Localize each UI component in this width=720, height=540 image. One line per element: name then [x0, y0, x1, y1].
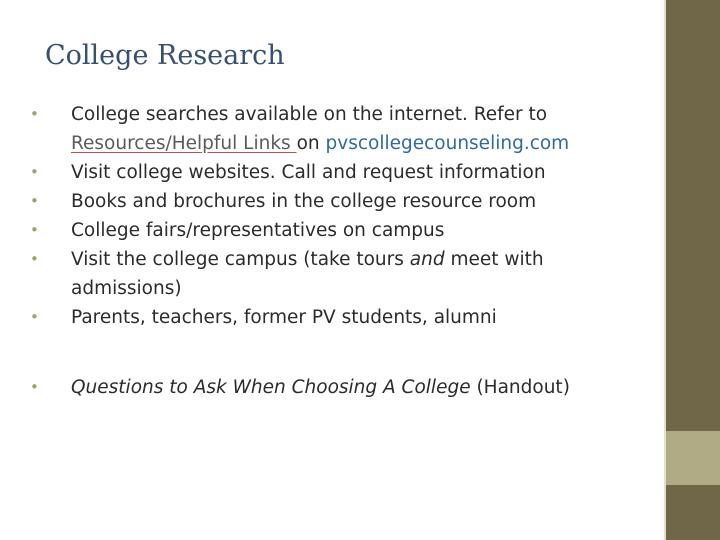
- bullet-icon: •: [30, 192, 39, 210]
- list-item: • College searches available on the internet. Refer to Resources/Helpful Links on pvscollegecounseling.com: [30, 100, 650, 158]
- bullet-icon: •: [30, 250, 39, 268]
- bullet-icon: •: [30, 221, 39, 239]
- list-item: • Parents, teachers, former PV students, alumni: [30, 303, 650, 332]
- bullet-icon: •: [30, 308, 39, 326]
- resources-link[interactable]: Resources/Helpful Links: [71, 133, 297, 154]
- slide-title: College Research: [45, 40, 285, 71]
- sidebar-accent-block: [666, 431, 720, 485]
- bullet-list: [30, 100, 650, 402]
- list-item: • Visit the college campus (take tours and meet with admissions): [30, 245, 650, 303]
- list-item: • College fairs/representatives on campus: [30, 216, 650, 245]
- list-item: • Questions to Ask When Choosing A College (Handout): [30, 373, 650, 402]
- website-link[interactable]: pvscollegecounseling.com: [325, 133, 570, 154]
- bullet-icon: •: [30, 163, 39, 181]
- bullet-icon: •: [30, 378, 39, 396]
- spacer: [30, 332, 650, 373]
- list-item: • Visit college websites. Call and request information: [30, 158, 650, 187]
- list-item: • Books and brochures in the college resource room: [30, 187, 650, 216]
- bullet-icon: •: [30, 105, 39, 123]
